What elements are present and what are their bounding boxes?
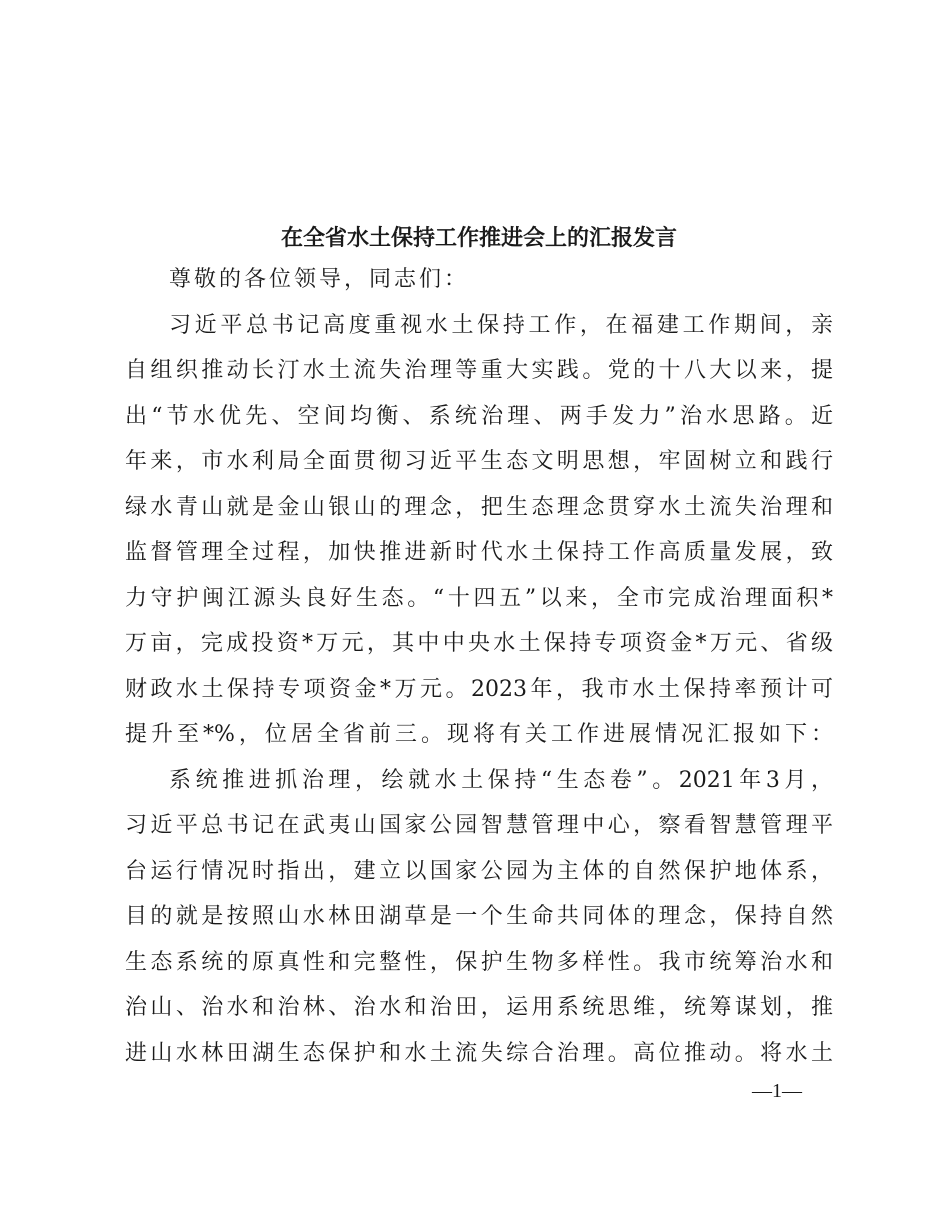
paragraph bbox=[125, 765, 833, 1084]
paragraph-line: 习近平总书记高度重视水土保持工作，在福建工作期间，亲 bbox=[169, 312, 833, 338]
paragraph-line: 出“节水优先、空间均衡、系统治理、两手发力”治水思路。近 bbox=[125, 403, 833, 429]
paragraph-line: 治山、治水和治林、治水和治田，运用系统思维，统筹谋划，推 bbox=[125, 995, 833, 1020]
paragraph-line: 绿水青山就是金山银山的理念，把生态理念贯穿水土流失治理和 bbox=[125, 494, 833, 520]
paragraph-line: 年来，市水利局全面贯彻习近平生态文明思想，牢固树立和践行 bbox=[125, 449, 833, 474]
document-title: 在全省水土保持工作推进会上的汇报发言 bbox=[280, 225, 677, 251]
paragraph-line: 万亩，完成投资*万元，其中中央水土保持专项资金*万元、省级 bbox=[125, 631, 833, 656]
page-number: —1— bbox=[752, 1080, 802, 1102]
paragraph-line: 生态系统的原真性和完整性，保护生物多样性。我市统筹治水和 bbox=[125, 949, 833, 975]
paragraph-line: 力守护闽江源头良好生态。“十四五”以来，全市完成治理面积* bbox=[125, 585, 833, 611]
paragraph-line: 监督管理全过程，加快推进新时代水土保持工作高质量发展，致 bbox=[125, 540, 833, 565]
paragraph-line: 自组织推动长汀水土流失治理等重大实践。党的十八大以来，提 bbox=[125, 358, 833, 383]
paragraph-line: 系统推进抓治理，绘就水土保持“生态卷”。2021年3月， bbox=[169, 767, 833, 793]
paragraph-line: 习近平总书记在武夷山国家公园智慧管理中心，察看智慧管理平 bbox=[125, 813, 833, 838]
paragraph-line: 进山水林田湖生态保护和水土流失综合治理。高位推动。将水土 bbox=[125, 1040, 833, 1066]
paragraph bbox=[125, 310, 833, 765]
paragraph-line: 台运行情况时指出，建立以国家公园为主体的自然保护地体系， bbox=[125, 858, 833, 884]
document-body bbox=[125, 264, 833, 1083]
paragraph-line: 目的就是按照山水林田湖草是一个生命共同体的理念，保持自然 bbox=[125, 904, 833, 929]
paragraph-line: 财政水土保持专项资金*万元。2023年，我市水土保持率预计可 bbox=[125, 676, 833, 702]
paragraph-line: 提升至*%，位居全省前三。现将有关工作进展情况汇报如下： bbox=[125, 722, 833, 747]
greeting: 尊敬的各位领导，同志们： bbox=[169, 267, 470, 292]
